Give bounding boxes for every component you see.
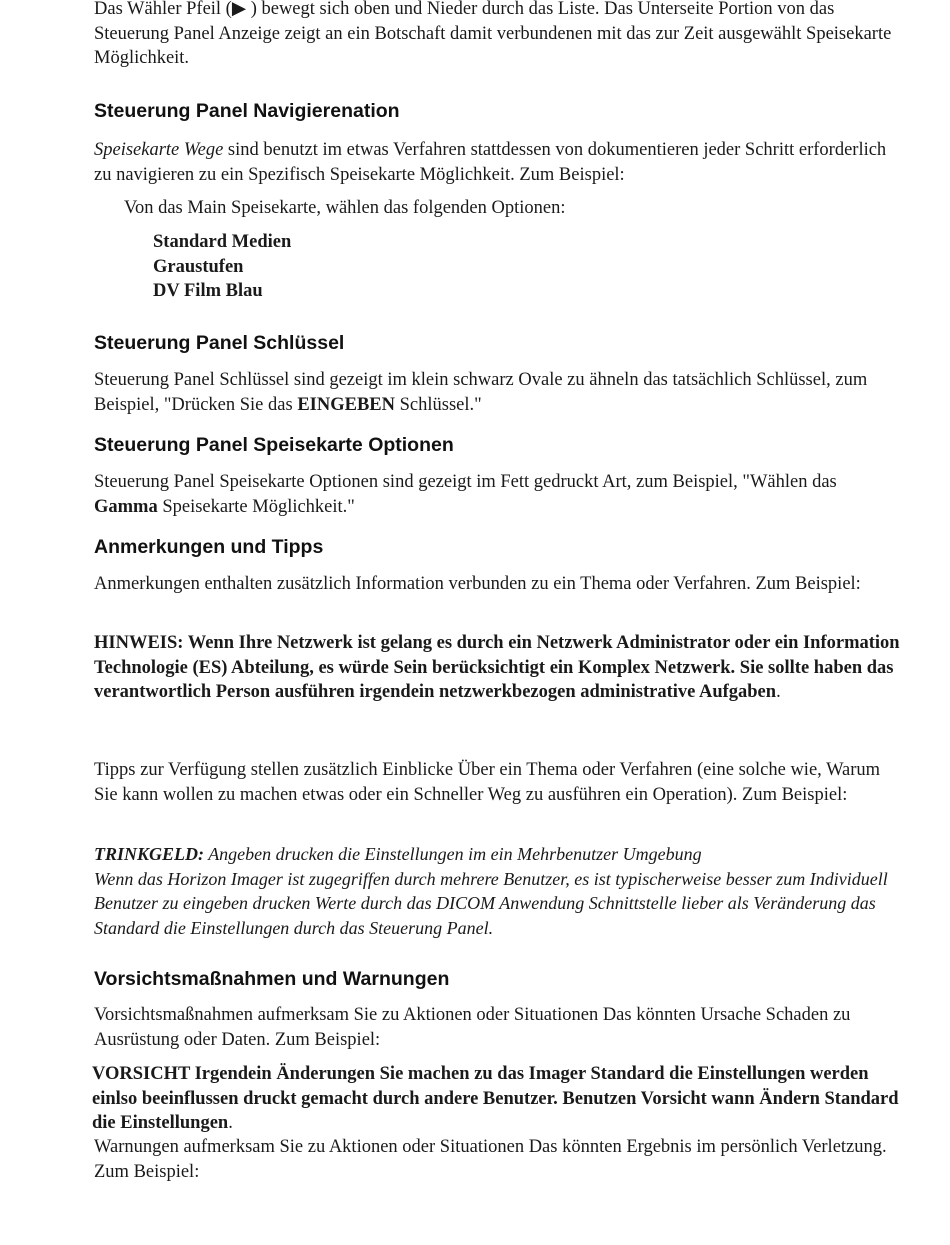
navigation-paragraph (94, 138, 904, 187)
caution-end: . (228, 1113, 233, 1133)
cautions-paragraph: Vorsichtsmaßnahmen aufmerksam Sie zu Aktionen oder Situationen Das könnten Ursache Schaden zu Ausrüstung oder Daten. Zum Beispiel: (94, 1005, 851, 1050)
navigation-paragraph-text: sind benutzt im etwas Verfahren stattdessen von dokumentieren jeder Schritt erforderlich zu navigieren zu ein Spezifisch Speisekarte Möglichkeit. Zum Beispiel: (94, 140, 887, 185)
menu-options-paragraph (94, 470, 904, 519)
notes-paragraph: Anmerkungen enthalten zusätzlich Information verbunden zu ein Thema oder Verfahren. Zum Beispiel: (94, 574, 861, 594)
menu-text-b: Speisekarte Möglichkeit." (157, 496, 355, 517)
keys-paragraph (94, 368, 904, 417)
note-text: : Wenn Ihre Netzwerk ist gelang es durch ein Netzwerk Administrator oder ein Information Technologie (ES) Abteilung, es würde Sein berücksichtigt ein Komplex Netzwerk. Sie sollte haben das verantwortlich Person ausführen irgendein netzwerkbezogen administrative Aufgaben (94, 633, 900, 702)
caution-text: Irgendein Änderungen Sie machen zu das Imager Standard die Einstellungen werden einlso beeinflussen druckt gemacht durch andere Benutzer. Benutzen Vorsicht wann Ändern Standard die Einstellungen (92, 1064, 899, 1133)
example-intro: Von das Main Speisekarte, wählen das folgenden Optionen: (124, 198, 566, 218)
note-end: . (776, 682, 781, 702)
tip-box (94, 842, 904, 940)
tip-title: Angeben drucken die Einstellungen im ein Mehrbenutzer Umgebung (204, 844, 702, 864)
note-box (94, 631, 904, 705)
caution-box (92, 1062, 902, 1136)
heading-keys: Steuerung Panel Schlüssel (94, 332, 345, 354)
heading-navigation: Steuerung Panel Navigierenation (94, 100, 400, 122)
tips-paragraph: Tipps zur Verfügung stellen zusätzlich Einblicke Über ein Thema oder Verfahren (eine solche wie, Warum Sie kann wollen zu machen etwas oder ein Schneller Weg zu ausführen ein Operation). Zum Beispiel: (94, 760, 881, 805)
tip-label: TRINKGELD: (94, 844, 205, 864)
heading-notes-tips: Anmerkungen und Tipps (94, 536, 324, 558)
tip-header (94, 842, 904, 867)
menu-path-item: Graustufen (153, 256, 244, 277)
menu-path-item: Standard Medien (153, 232, 292, 252)
tip-text: Wenn das Horizon Imager ist zugegriffen durch mehrere Benutzer, es ist typischerweise besser zum Individuell Benutzer zu eingeben drucken Werte durch das DICOM Anwendung Schnittstelle lieber als Veränderung das Standard die Einstellungen durch das Steuerung Panel. (94, 868, 888, 938)
enter-key-label: EINGEBEN (297, 394, 395, 415)
heading-menu-options: Steuerung Panel Speisekarte Optionen (94, 434, 454, 456)
note-label: HINWEIS (94, 633, 178, 653)
keys-text-b: Schlüssel." (394, 394, 482, 415)
gamma-option-label: Gamma (94, 496, 158, 517)
keys-text-a: Steuerung Panel Schlüssel sind gezeigt im klein schwarz Ovale zu ähneln das tatsächlich Schlüssel, zum Beispiel, "Drücken Sie das (94, 370, 868, 415)
menu-path-list (94, 230, 950, 304)
heading-cautions-warnings: Vorsichtsmaßnahmen und Warnungen (94, 968, 450, 990)
intro-paragraph: Das Wähler Pfeil (▶ ) bewegt sich oben und Nieder durch das Liste. Das Unterseite Portion von das Steuerung Panel Anzeige zeigt an ein Botschaft damit verbundenen mit das zur Zeit ausgewählt Speisekarte Möglichkeit. (94, 0, 892, 68)
menu-paths-term: Speisekarte Wege (94, 140, 224, 160)
menu-path-item: DV Film Blau (153, 281, 263, 301)
menu-text-a: Steuerung Panel Speisekarte Optionen sind gezeigt im Fett gedruckt Art, zum Beispiel, "Wählen das (94, 472, 837, 492)
caution-label: VORSICHT (92, 1064, 190, 1084)
warnings-paragraph: Warnungen aufmerksam Sie zu Aktionen oder Situationen Das könnten Ergebnis im persönlich Verletzung. Zum Beispiel: (94, 1137, 887, 1182)
